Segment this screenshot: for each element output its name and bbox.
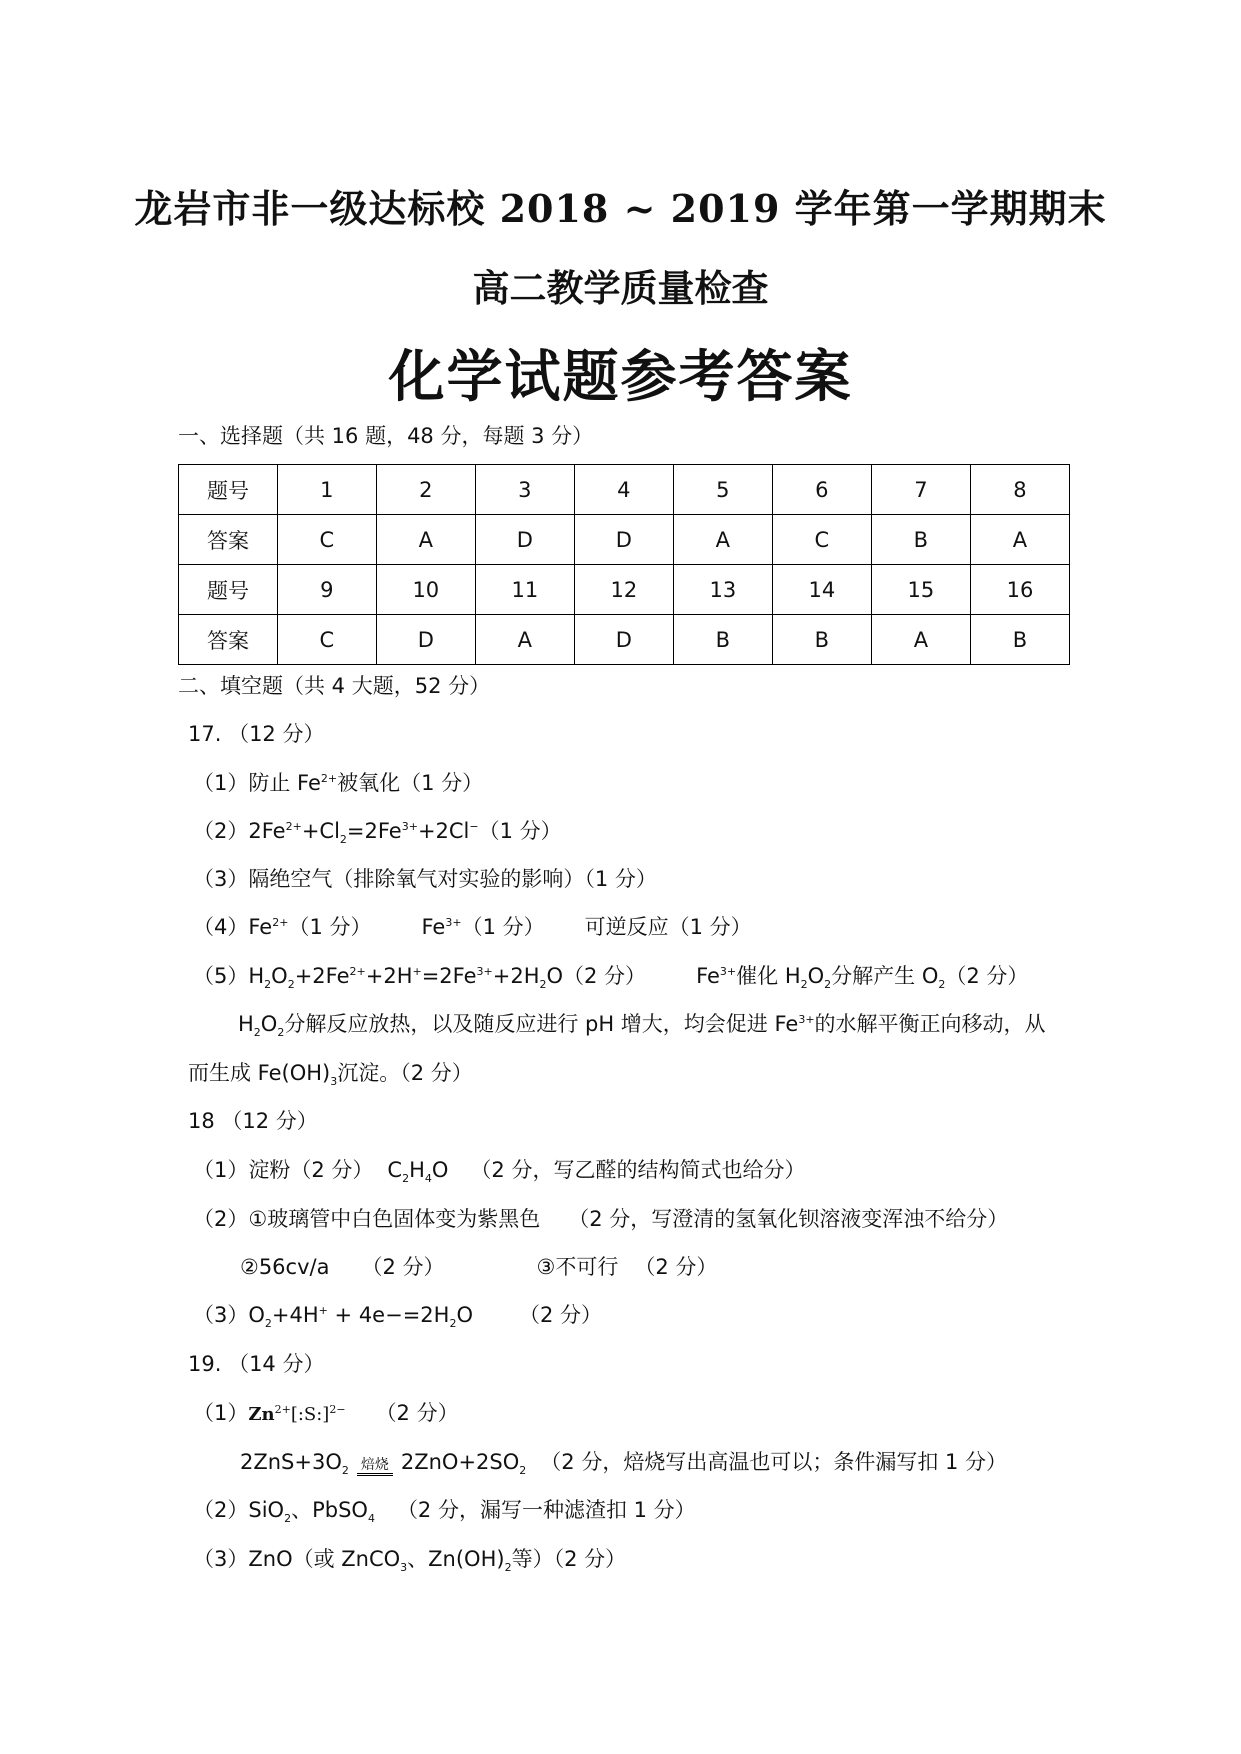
table-cell: D [475,515,574,565]
table-cell: 1 [277,465,376,515]
formula-text: O（2 分） [546,964,647,988]
superscript: + [318,1304,328,1317]
q17-part1 [193,767,483,797]
table-cell: D [574,615,673,665]
table-cell: A [871,615,970,665]
table-cell: A [673,515,772,565]
formula-text: O [271,964,288,988]
table-cell: 2 [376,465,475,515]
superscript: 2− [329,1403,346,1416]
subscript: 2 [341,1464,349,1478]
electron-formula [248,1404,345,1425]
answer-text: 被氧化（1 分） [337,771,484,795]
title-line-1: 龙岩市非一级达标校 2018 ~ 2019 学年第一学期期末 [134,186,1107,231]
formula-text: 、PbSO [291,1498,368,1522]
part-number: （3） [193,867,249,891]
answer-text: 等）（2 分） [511,1547,627,1571]
answer-text: 沉淀。（2 分） [337,1061,473,1085]
answer-text: 分解产生 O [831,964,939,988]
superscript: 3+ [476,965,493,978]
formula-text: +2H [365,964,413,988]
table-cell: 11 [475,565,574,615]
table-cell: A [376,515,475,565]
part-number: （3） [193,1303,249,1327]
answer-text: 而生成 Fe(OH) [188,1061,331,1085]
part-number: （2） [193,819,249,843]
answer-text: ③不可行 [536,1255,619,1279]
table-cell: 10 [376,565,475,615]
score-text: （2 分，漏写一种滤渣扣 1 分） [396,1498,696,1522]
formula-text: =2Fe [346,819,402,843]
table-cell: 16 [970,565,1069,615]
document-title: 化学试题参考答案 [388,344,853,410]
answer-text: Fe [248,915,273,939]
answer-text: ZnO（或 ZnCO [248,1547,401,1571]
score-text: （2 分，写乙醛的结构简式也给分） [470,1158,806,1182]
table-cell: C [772,515,871,565]
subscript: 2 [504,1561,512,1575]
answer-text: 的水解平衡正向移动，从 [814,1012,1046,1036]
superscript: 2+ [274,1403,291,1416]
superscript: 2+ [285,820,302,833]
formula-text: 2ZnO+2SO [400,1450,520,1474]
table-cell: 13 [673,565,772,615]
superscript: 2+ [349,965,366,978]
q19-heading: 19. （14 分） [188,1352,325,1376]
answer-text: Fe [696,964,720,988]
q17-part5-explanation-cont [188,1057,473,1088]
score-text: （2 分，写澄清的氢氧化钡溶液变浑浊不给分） [568,1207,1009,1231]
table-cell: C [277,515,376,565]
formula-text: +Cl [301,819,340,843]
table-row [179,565,1070,615]
answer-text: O [807,964,825,988]
answer-text: O [260,1012,278,1036]
row-label: 题号 [179,465,278,515]
subscript: 2 [449,1317,457,1331]
table-cell: 14 [772,565,871,615]
table-cell: C [277,615,376,665]
table-cell: B [970,615,1069,665]
table-row [179,465,1070,515]
subscript: 4 [367,1512,375,1526]
answer-text: H [238,1012,254,1036]
table-cell: 12 [574,565,673,615]
subscript: 2 [339,833,347,847]
title-line-2: 高二教学质量检查 [472,266,769,310]
table-cell: 9 [277,565,376,615]
formula-text: SiO [248,1498,285,1522]
part-number: （1） [193,1158,249,1182]
formula-text: [:S:] [290,1404,330,1425]
q19-part1-equation [240,1446,1007,1477]
table-cell: A [475,615,574,665]
table-cell: D [376,615,475,665]
formula-text: C [387,1158,403,1182]
q18-part1 [193,1154,805,1185]
answer-text: 分解反应放热，以及随反应进行 pH 增大，均会促进 Fe [284,1012,799,1036]
score-text: （2 分） [634,1255,718,1279]
q17-part5-explanation [238,1008,1046,1039]
subscript: 2 [287,978,295,992]
q17-part4 [193,911,752,941]
formula-text: +2H [492,964,540,988]
formula-text: +2Cl [417,819,470,843]
q17-heading: 17. （12 分） [188,722,325,746]
score-text: （2 分） [375,1401,459,1425]
subscript: 2 [277,1026,285,1040]
q18-part2-cont [240,1251,717,1281]
score-text: （2 分） [518,1303,603,1327]
row-label: 答案 [179,615,278,665]
superscript: 2+ [320,772,338,785]
table-cell: B [871,515,970,565]
answer-text: 、Zn(OH) [407,1547,505,1571]
part-number: （4） [193,915,249,939]
q17-part2 [193,815,562,846]
subscript: 2 [824,978,832,992]
superscript: 3+ [719,965,737,978]
answer-text: ②56cv/a [240,1255,330,1279]
part-number: （1） [193,771,249,795]
q18-heading: 18 （12 分） [188,1109,318,1133]
q19-part3 [193,1543,626,1574]
subscript: 2 [284,1512,292,1526]
score-text: （1 分） [478,819,562,843]
formula-text: 2ZnS+3O [240,1450,342,1474]
table-cell: 5 [673,465,772,515]
q19-part2 [193,1494,696,1525]
table-cell: 6 [772,465,871,515]
part-number: （1） [193,1401,249,1425]
formula-text: Zn [248,1404,275,1425]
subscript: 2 [938,978,946,992]
formula-text: H [248,964,265,988]
reaction-condition: 焙烧 [357,1457,393,1476]
table-cell: 7 [871,465,970,515]
answer-table [178,464,1070,665]
score-text: （2 分） [945,964,1029,988]
q17-part3 [193,863,657,893]
table-cell: 8 [970,465,1069,515]
answer-text: 淀粉（2 分） [248,1158,374,1182]
superscript: 3+ [445,916,462,929]
table-cell: D [574,515,673,565]
subscript: 2 [402,1172,410,1186]
superscript: 3+ [401,820,418,833]
part-number: （2） [193,1207,249,1231]
section2-heading: 二、填空题（共 4 大题，52 分） [178,674,491,698]
superscript: + [412,965,422,978]
row-label: 答案 [179,515,278,565]
subscript: 2 [800,978,808,992]
table-cell: A [970,515,1069,565]
formula-text: O [456,1303,473,1327]
formula-text: O [431,1158,449,1182]
subscript: 2 [253,1026,261,1040]
table-row [179,615,1070,665]
q19-part1 [193,1397,459,1427]
score-text: （2 分） [361,1255,445,1279]
table-cell: B [772,615,871,665]
table-cell: B [673,615,772,665]
answer-text: 催化 H [736,964,801,988]
table-cell: 3 [475,465,574,515]
formula-text: +4H [271,1303,319,1327]
part-number: （3） [193,1547,249,1571]
answer-text: ①玻璃管中白色固体变为紫黑色 [248,1207,541,1231]
score-text: （1 分） [288,915,372,939]
q18-part2 [193,1203,1008,1233]
formula-text: O [248,1303,265,1327]
formula-text: + 4e−=2H [327,1303,450,1327]
answer-text: 隔绝空气（排除氧气对实验的影响）（1 分） [248,867,657,891]
table-cell: 15 [871,565,970,615]
score-text: （2 分，焙烧写出高温也可以；条件漏写扣 1 分） [540,1450,1008,1474]
superscript: − [469,820,479,833]
subscript: 2 [264,1317,272,1331]
superscript: 3+ [798,1013,815,1026]
table-cell: 4 [574,465,673,515]
row-label: 题号 [179,565,278,615]
part-number: （2） [193,1498,249,1522]
formula-text: 2Fe [248,819,286,843]
subscript: 2 [519,1464,527,1478]
section1-heading: 一、选择题（共 16 题，48 分，每题 3 分） [178,424,594,448]
formula-text: H [409,1158,425,1182]
q18-part3 [193,1299,602,1330]
subscript: 3 [400,1561,408,1575]
answer-text: 防止 Fe [248,771,321,795]
formula-text: +2Fe [294,964,350,988]
score-text: （1 分） [461,915,545,939]
part-number: （5） [193,964,249,988]
formula-text: =2Fe [421,964,477,988]
subscript: 2 [539,978,547,992]
superscript: 2+ [272,916,289,929]
table-row [179,515,1070,565]
subscript: 2 [264,978,272,992]
subscript: 3 [330,1075,338,1089]
subscript: 4 [424,1172,432,1186]
answer-text: Fe [421,915,446,939]
q17-part5 [193,960,1028,991]
answer-text: 可逆反应（1 分） [584,915,752,939]
